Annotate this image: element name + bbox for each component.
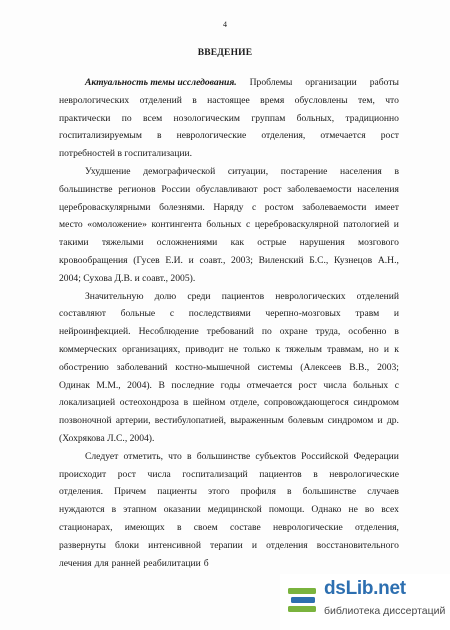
word: субъектов — [255, 450, 296, 462]
word: отделе, — [229, 397, 260, 409]
word: В — [158, 379, 165, 391]
word: ранней — [111, 557, 141, 569]
word: в — [111, 504, 117, 516]
word: 2003; — [231, 254, 253, 266]
word: черепно-мозговых — [265, 308, 341, 320]
word: Б.С., — [309, 254, 329, 266]
word: большинстве — [59, 183, 113, 195]
text-line — [59, 288, 399, 306]
word: с — [251, 201, 257, 213]
word: что — [168, 450, 182, 462]
word: организации — [305, 77, 357, 88]
word: травмам, — [327, 343, 364, 355]
word: Федерации — [353, 450, 399, 462]
word: обусловлены — [294, 94, 348, 106]
word: осложнениями — [156, 237, 218, 249]
word: неврологических — [275, 290, 346, 302]
word: в — [394, 165, 399, 177]
word: охране — [279, 326, 308, 338]
word: составе — [229, 521, 261, 533]
word: М.М., — [96, 379, 121, 391]
word: не — [228, 343, 239, 355]
word: имеющих — [124, 521, 165, 533]
word: вестибулопатией, — [154, 415, 227, 427]
text-line — [59, 537, 399, 555]
text-line — [59, 199, 399, 217]
word: большинстве — [302, 486, 357, 498]
word: и — [393, 219, 399, 231]
word: 2004). — [127, 379, 152, 391]
word: тем, — [357, 94, 375, 106]
word: работы — [369, 77, 399, 88]
word: организациях, — [122, 343, 181, 355]
word: Несоблюдение — [138, 326, 199, 338]
word: лечения — [59, 557, 92, 569]
word: этого — [208, 486, 230, 498]
word: цереброваскулярной — [254, 219, 339, 231]
text-line — [59, 270, 399, 288]
word: труда, — [315, 326, 341, 338]
word: в — [176, 521, 182, 533]
word: настоящее — [207, 94, 250, 106]
word: имеет — [375, 201, 399, 213]
word: последние — [171, 379, 215, 391]
word: нозологическим — [173, 112, 240, 124]
text-line — [59, 377, 399, 395]
word: госпитализируемым — [59, 130, 142, 142]
word: больных — [353, 379, 389, 391]
word: не — [348, 504, 358, 516]
word: болевым — [287, 415, 324, 427]
word: традиционно — [345, 112, 399, 124]
word: рост — [117, 468, 136, 480]
word: заболеваемости — [287, 183, 352, 195]
word: отделения — [266, 539, 308, 551]
word: мозгового — [358, 237, 399, 249]
word: числа — [147, 468, 171, 480]
word: больных, — [296, 112, 335, 124]
word: «омоложение» — [87, 219, 147, 231]
word: всем — [143, 112, 163, 124]
word: Однако — [311, 504, 342, 516]
word: (Алексеев — [300, 361, 342, 373]
word: этапном — [123, 504, 157, 516]
word: цереброваскулярными — [59, 201, 151, 213]
word: неврологические — [329, 468, 399, 480]
word: костно-мышечной — [175, 361, 250, 373]
text-line — [59, 145, 399, 163]
word: острые — [257, 237, 287, 249]
word: рост — [380, 130, 399, 142]
word: отделения, — [354, 521, 399, 533]
word: и — [393, 308, 399, 320]
word: и — [383, 343, 390, 355]
paragraph — [59, 74, 399, 163]
word: как — [230, 237, 244, 249]
word: больные — [120, 308, 156, 320]
word: России — [161, 183, 191, 195]
word: болезнями. — [159, 201, 205, 213]
word: большинстве — [196, 450, 251, 462]
paragraph — [59, 288, 399, 448]
word: отмечается — [246, 379, 293, 391]
word: в — [187, 450, 192, 462]
text-line — [59, 252, 399, 270]
word: с — [246, 219, 251, 231]
word: б — [203, 557, 209, 569]
word: помощи. — [268, 504, 305, 516]
text-line — [59, 483, 399, 501]
word: к — [275, 343, 281, 355]
word: В.В., — [349, 361, 370, 373]
word: др. — [386, 415, 399, 427]
paragraph — [59, 163, 399, 288]
word: госпитализаций — [182, 468, 248, 480]
word: во — [364, 504, 375, 516]
word: и — [377, 415, 383, 427]
word: А.Н., — [377, 254, 399, 266]
word: 2003; — [377, 361, 399, 373]
word: составляют — [59, 308, 106, 320]
word: сопровождающегося — [263, 397, 349, 409]
word: с — [394, 379, 399, 391]
text-line — [59, 92, 399, 110]
word: 2004; Сухова Д.В. и соавт., 2005). — [59, 272, 196, 284]
text-line — [59, 323, 399, 341]
word: Кузнецов — [334, 254, 373, 266]
word: контингента — [151, 219, 202, 231]
word: заболеваемости — [302, 201, 367, 213]
word: развернуты — [59, 539, 106, 551]
word: синдромом — [353, 397, 399, 409]
word: оказании — [163, 504, 201, 516]
word: отделения, — [261, 130, 306, 142]
text-line — [59, 127, 399, 145]
word: среди — [187, 290, 211, 302]
word: нарушения — [299, 237, 345, 249]
word: терапии — [210, 539, 243, 551]
text-line — [59, 501, 399, 519]
word: в — [313, 468, 318, 480]
word: отделения. — [59, 486, 104, 498]
word: Проблемы — [249, 77, 293, 88]
text-line — [59, 430, 399, 448]
word: по — [261, 326, 272, 338]
text-line — [59, 519, 399, 537]
text-line — [59, 555, 399, 573]
word: стационарах, — [59, 521, 113, 533]
word: Российской — [301, 450, 349, 462]
word: Значительную — [85, 290, 144, 302]
text-line — [59, 163, 399, 181]
text-line — [59, 359, 399, 377]
stacked-books-icon — [286, 584, 318, 616]
word: травм — [355, 308, 380, 320]
word: годы — [220, 379, 241, 391]
word: отделений — [356, 290, 399, 302]
watermark-stamp — [280, 574, 450, 630]
word: с — [169, 308, 175, 320]
word: происходит — [59, 468, 107, 480]
word: требований — [206, 326, 254, 338]
word: блоки — [115, 539, 140, 551]
word: медицинской — [207, 504, 262, 516]
word: только — [243, 343, 271, 355]
word: демографической — [143, 165, 216, 177]
word: заболеваний — [116, 361, 168, 373]
text-line — [59, 110, 399, 128]
word: приводит — [185, 343, 224, 355]
word: всех — [381, 504, 399, 516]
word: в — [183, 397, 189, 409]
word: населения — [357, 183, 399, 195]
word: особенно — [348, 326, 387, 338]
text-line — [59, 341, 399, 359]
word: локализацией — [59, 397, 116, 409]
word: синдромом — [327, 415, 374, 427]
word: обострению — [59, 361, 109, 373]
word: и — [251, 539, 258, 551]
watermark-subtitle: библиотека диссертаций — [324, 605, 446, 617]
word: нуждаются — [59, 504, 105, 516]
word: Е.И. — [165, 254, 183, 266]
word: в — [286, 486, 292, 498]
word: пациенты — [157, 486, 197, 498]
word: ситуации, — [227, 165, 269, 177]
word: реабилитации — [143, 557, 201, 569]
word: числа — [323, 379, 347, 391]
page-title: ВВЕДЕНИЕ — [197, 48, 253, 58]
text-line — [59, 305, 399, 323]
word: к — [394, 343, 399, 355]
word: неврологических — [59, 94, 130, 106]
word: своем — [193, 521, 218, 533]
word: восстановительного — [316, 539, 399, 551]
word: место — [59, 219, 83, 231]
word: (Хохрякова Л.С., 2004). — [59, 432, 155, 444]
word: Причем — [114, 486, 147, 498]
word: больных — [206, 219, 242, 231]
word: тяжелым — [285, 343, 322, 355]
text-line — [59, 234, 399, 252]
word: практически — [59, 112, 111, 124]
word: долю — [154, 290, 177, 302]
word: позвоночной — [59, 415, 112, 427]
word: по — [121, 112, 132, 124]
word: ростом — [264, 201, 294, 213]
word: выраженным — [230, 415, 284, 427]
word: время — [260, 94, 285, 106]
word: что — [385, 94, 399, 106]
paragraph — [59, 448, 399, 573]
word: такими — [59, 237, 89, 249]
word: интенсивной — [148, 539, 201, 551]
word: Наряду — [213, 201, 244, 213]
word: (Гусев — [133, 254, 160, 266]
word: регионов — [118, 183, 156, 195]
word: коммерческих — [59, 343, 117, 355]
word: Виленский — [258, 254, 304, 266]
word: и — [188, 254, 194, 266]
word: случаев — [367, 486, 399, 498]
word: Следует — [85, 450, 119, 462]
word: потребностей в госпитализации. — [59, 148, 193, 160]
word: в — [192, 94, 197, 106]
text-line — [59, 466, 399, 484]
word: пациентов — [259, 468, 302, 480]
word: Ухудшение — [85, 165, 131, 177]
page-number: 4 — [223, 20, 227, 29]
word: в — [157, 130, 162, 142]
text-line — [59, 74, 399, 92]
text-line — [59, 448, 399, 466]
word: рост — [263, 183, 282, 195]
word: неврологические — [176, 130, 247, 142]
word: в — [394, 326, 399, 338]
word: остеохондроза — [119, 397, 179, 409]
word: отметить, — [123, 450, 163, 462]
word: пациентов — [221, 290, 265, 302]
word: кровообращения — [59, 254, 128, 266]
text-line — [59, 412, 399, 430]
word: для — [94, 557, 109, 569]
word: отмечается — [320, 130, 366, 142]
word: артерии, — [115, 415, 151, 427]
word: обуславливают — [195, 183, 258, 195]
word: последствиями — [188, 308, 251, 320]
word: населения — [340, 165, 382, 177]
text-line — [59, 394, 399, 412]
word: неврологические — [273, 521, 343, 533]
word: постарение — [280, 165, 328, 177]
word: системы — [257, 361, 293, 373]
word: Одинак — [59, 379, 90, 391]
word: патологией — [343, 219, 390, 231]
text-line — [59, 216, 399, 234]
word: нейроинфекцией. — [59, 326, 131, 338]
word: отделений — [139, 94, 182, 106]
word: шейном — [192, 397, 226, 409]
word: группам — [251, 112, 286, 124]
word: соавт., — [199, 254, 226, 266]
watermark-title: dsLib.net — [324, 578, 406, 599]
document-body — [59, 74, 399, 572]
word: но — [368, 343, 379, 355]
word: профиля — [240, 486, 276, 498]
paragraph-lead: Актуальность темы исследования. — [85, 77, 237, 88]
text-line — [59, 181, 399, 199]
word: тяжелыми — [101, 237, 144, 249]
word: рост — [298, 379, 317, 391]
